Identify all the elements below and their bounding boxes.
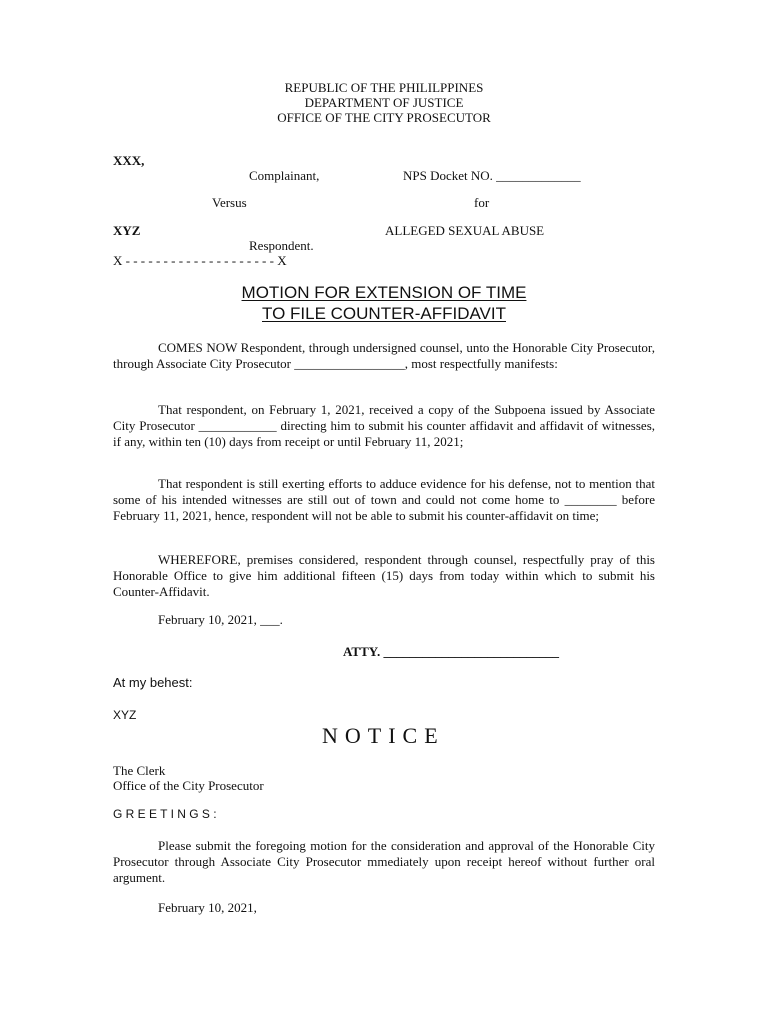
attorney-signature-line: ATTY. ___________________________	[343, 644, 559, 659]
respondent-name: XYZ	[113, 223, 141, 238]
behest-label: At my behest:	[113, 675, 193, 690]
for-label: for	[474, 195, 490, 210]
docket-number: NPS Docket NO. _____________	[403, 168, 581, 183]
paragraph-comes-now: COMES NOW Respondent, through undersigned counsel, unto the Honorable City Prosecutor, through Associate City Prosecutor _________________, most respectfully manifests:	[113, 340, 655, 371]
paragraph-wherefore: WHEREFORE, premises considered, respondent through counsel, respectfully pray of this Honorable Office to give him additional fifteen (15) days from today within which to submit his Counter-Affidavit.	[113, 552, 655, 599]
notice-recipient-office: Office of the City Prosecutor	[113, 778, 264, 793]
paragraph-subpoena: That respondent, on February 1, 2021, received a copy of the Subpoena issued by Associate City Prosecutor ____________ directing him to submit his counter affidavit and affidavit of witnesses, if any, within ten (10) days from receipt or until February 11, 2021;	[113, 402, 655, 449]
motion-title-line2: TO FILE COUNTER-AFFIDAVIT	[262, 304, 506, 323]
notice-date: February 10, 2021,	[158, 900, 257, 915]
notice-paragraph: Please submit the foregoing motion for the consideration and approval of the Honorable City Prosecutor through Associate City Prosecutor mmediately upon receipt hereof without further oral argument.	[113, 838, 655, 885]
notice-recipient: The Clerk	[113, 763, 166, 778]
header-republic: REPUBLIC OF THE PHILILPPINES	[284, 80, 484, 95]
caption-divider: X - - - - - - - - - - - - - - - - - - - - X	[113, 253, 287, 268]
paragraph-efforts: That respondent is still exerting efforts to adduce evidence for his defense, not to mention that some of his intended witnesses are still out of town and could not come home to ________ before February 11, 2021, hence, respondent will not be able to submit his counter-affidavit on time;	[113, 476, 655, 523]
header-office: OFFICE OF THE CITY PROSECUTOR	[277, 110, 491, 125]
complainant-label: Complainant,	[249, 168, 320, 183]
respondent-label: Respondent.	[249, 238, 314, 253]
versus-label: Versus	[212, 195, 247, 210]
offense-label: ALLEGED SEXUAL ABUSE	[385, 223, 545, 238]
motion-title-line1: MOTION FOR EXTENSION OF TIME	[241, 283, 527, 302]
header-department: DEPARTMENT OF JUSTICE	[304, 95, 464, 110]
notice-greetings: G R E E T I N G S :	[113, 807, 217, 821]
notice-title: NOTICE	[322, 723, 445, 748]
complainant-name: XXX,	[113, 153, 145, 168]
behest-name: XYZ	[113, 708, 137, 722]
motion-date: February 10, 2021, ___.	[158, 612, 283, 627]
